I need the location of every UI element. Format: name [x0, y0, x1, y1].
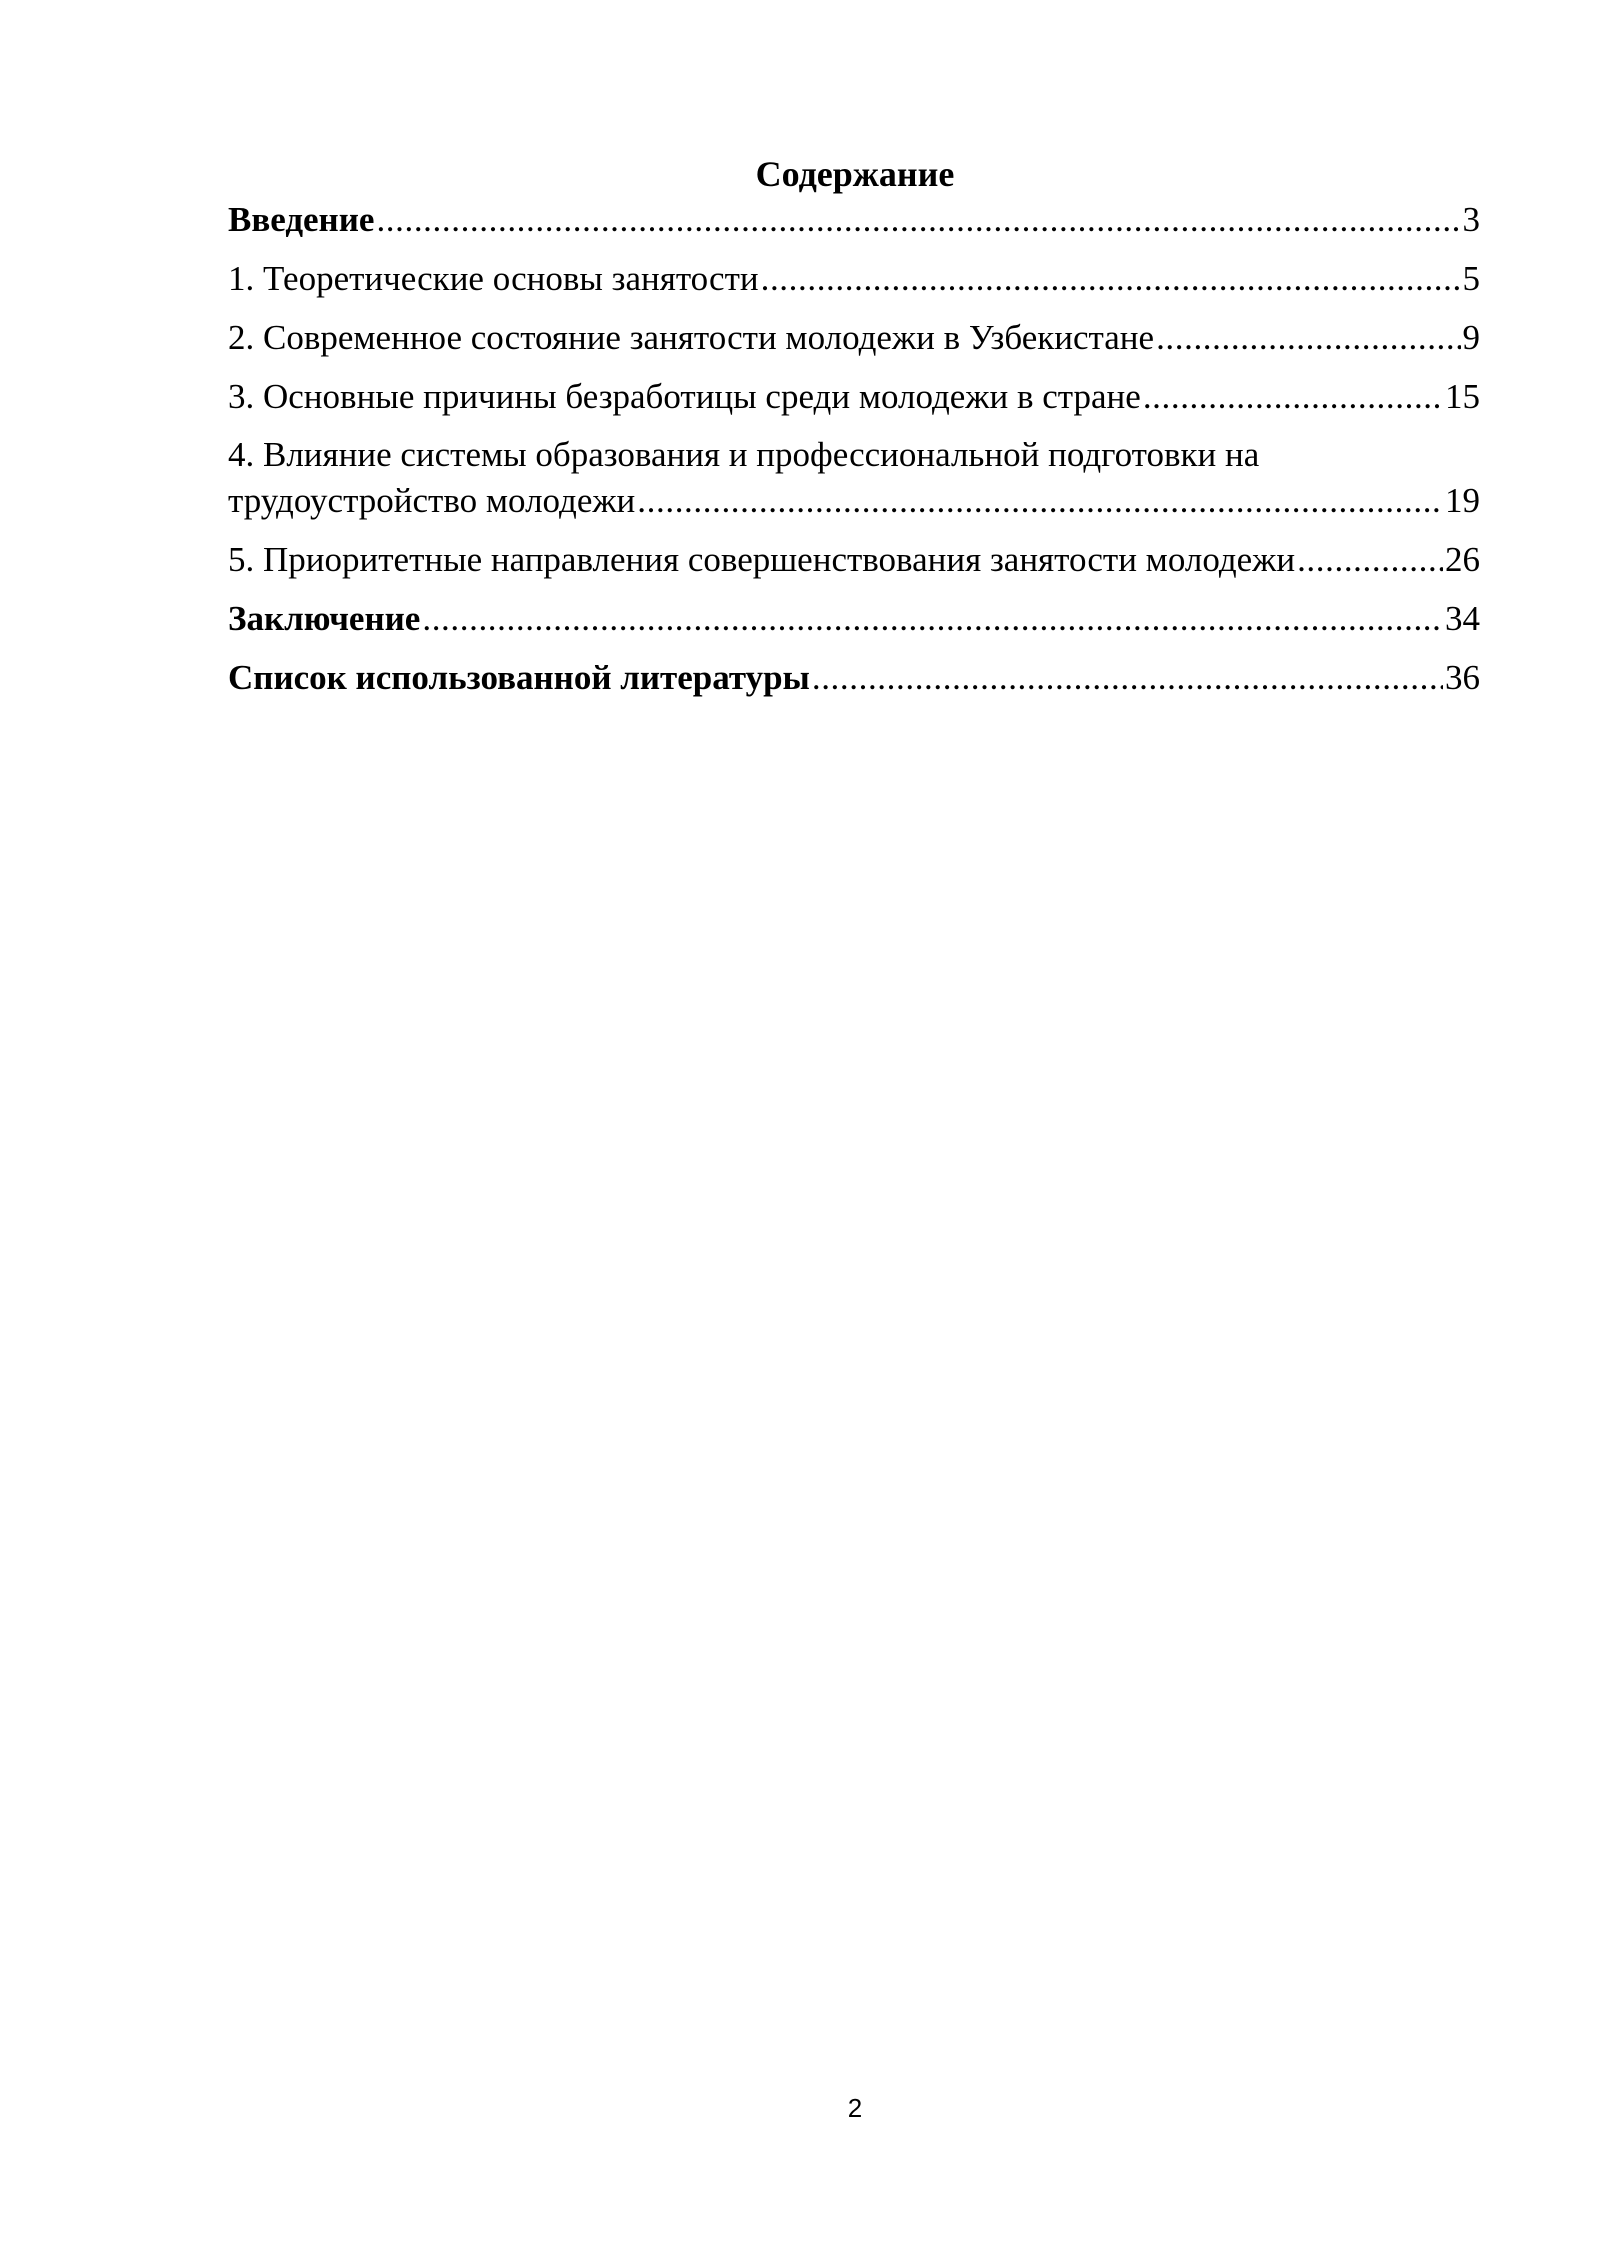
toc-entry-label: 5. Приоритетные направления совершенствования занятости молодежи — [228, 540, 1296, 579]
toc-entry-page: 34 — [1445, 599, 1480, 638]
toc-entry-label: Список использованной литературы — [228, 658, 810, 697]
toc-entry-page: 26 — [1445, 540, 1480, 579]
toc-entry-introduction[interactable] — [228, 196, 1480, 255]
toc-entry-label-line1: 4. Влияние системы образования и профессиональной подготовки на — [228, 435, 1260, 474]
table-of-contents — [228, 196, 1480, 713]
toc-title: Содержание — [755, 154, 955, 194]
toc-entry-page: 36 — [1445, 658, 1480, 697]
toc-dot-leader — [422, 595, 1443, 643]
toc-dot-leader — [761, 255, 1461, 303]
toc-entry-chapter-2[interactable] — [228, 314, 1480, 373]
toc-entry-line2 — [228, 478, 1480, 524]
toc-entry-page: 9 — [1462, 318, 1480, 357]
toc-entry-label: 1. Теоретические основы занятости — [228, 259, 759, 298]
toc-entry-chapter-1[interactable] — [228, 255, 1480, 314]
toc-entry-page: 5 — [1462, 259, 1480, 298]
toc-dot-leader — [376, 196, 1460, 244]
toc-entry-label: Введение — [228, 200, 375, 239]
toc-entry-page: 3 — [1462, 200, 1480, 239]
toc-dot-leader — [1143, 373, 1443, 421]
toc-entry-label: 2. Современное состояние занятости молодежи в Узбекистане — [228, 318, 1155, 357]
toc-dot-leader — [637, 478, 1443, 524]
toc-entry-page: 19 — [1445, 481, 1480, 520]
toc-entry-chapter-5[interactable] — [228, 536, 1480, 595]
toc-entry-label: 3. Основные причины безработицы среди молодежи в стране — [228, 377, 1141, 416]
toc-entry-chapter-4[interactable] — [228, 432, 1480, 536]
toc-entry-conclusion[interactable] — [228, 595, 1480, 654]
toc-entry-chapter-3[interactable] — [228, 373, 1480, 432]
toc-dot-leader — [812, 654, 1443, 702]
toc-dot-leader — [1156, 314, 1460, 362]
page-number: 2 — [847, 2093, 863, 2123]
toc-dot-leader — [1297, 536, 1443, 584]
toc-entry-references[interactable] — [228, 654, 1480, 713]
toc-entry-page: 15 — [1445, 377, 1480, 416]
toc-entry-label: Заключение — [228, 599, 421, 638]
toc-entry-label-line2: трудоустройство молодежи — [228, 481, 636, 520]
